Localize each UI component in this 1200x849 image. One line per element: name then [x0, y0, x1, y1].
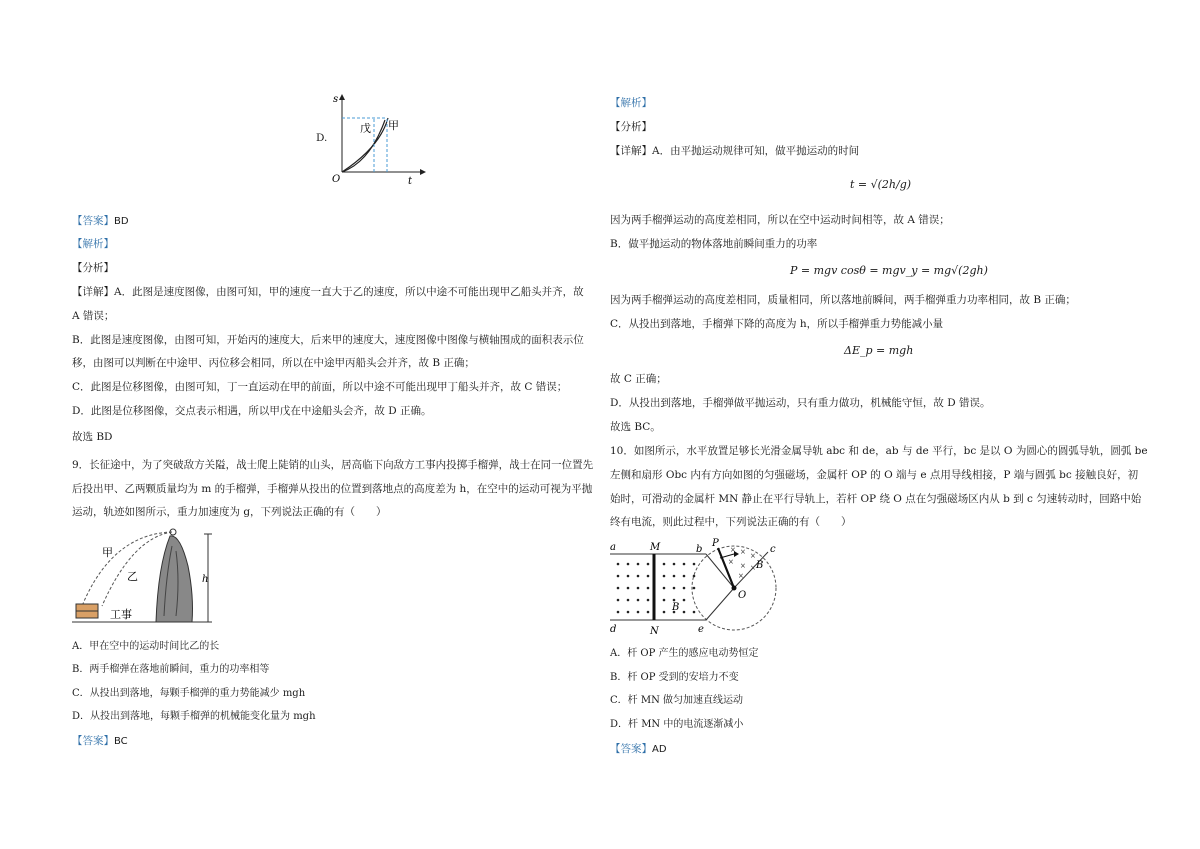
label-d: d [610, 624, 617, 635]
svg-text:×: × [728, 558, 734, 566]
q9-line-3: 运动，轨迹如图所示，重力加速度为 g，下列说法正确的有（ ） [72, 506, 387, 518]
svg-text:×: × [738, 572, 744, 580]
label-O: O [738, 590, 747, 601]
y-axis-label: s [333, 94, 339, 105]
formula-energy: ΔE_p = mgh [844, 344, 914, 357]
answer-2: 【答案】BC [72, 735, 128, 747]
line-c2: 故 C 正确； [610, 373, 667, 385]
q10-line-3: 始时，可滑动的金属杆 MN 静止在平行导轨上，若杆 OP 绕 O 点在匀强磁场区内从 b 到 c 匀速转动时，回路中始 [610, 493, 1142, 505]
q9-option-b: B．两手榴弹在落地前瞬间，重力的功率相等 [72, 664, 270, 675]
x-axis-label: t [408, 176, 413, 184]
q10-line-4: 终有电流，则此过程中，下列说法正确的有（ ） [610, 516, 852, 528]
svg-text:×: × [740, 562, 746, 570]
svg-text:×: × [750, 552, 756, 560]
detail-line-3: B．此图是速度图像，由图可知，开始丙的速度大，后来甲的速度大，速度图像中图像与横轴围成的面积表示位 [72, 334, 584, 346]
formula-time: t = √(2h/g) [850, 178, 912, 191]
analysis-tag-2: 【解析】 [610, 97, 652, 109]
q9-line-1: 9．长征途中，为了突破敌方关隘，战士爬上陡销的山头，居高临下向敌方工事内投掷手榴弹，战士在同一位置先 [72, 459, 594, 471]
svg-text:×: × [750, 564, 756, 572]
q9-label-h: h [202, 574, 209, 585]
q10-line-2: 左侧和扇形 Obc 内有方向如图的匀强磁场，金属杆 OP 的 O 端与 e 点用导线相接，P 端与圆弧 bc 接触良好，初 [610, 469, 1139, 481]
fenxi-tag-2: 【分析】 [610, 121, 652, 133]
detail-line-5: C．此图是位移图像，由图可知，丁一直运动在甲的前面，所以中途不可能出现甲丁船头并齐，故 C 错误； [72, 381, 568, 393]
formula-power: P = mgv cosθ = mgv_y = mg√(2gh) [790, 264, 988, 277]
label-b: b [696, 544, 703, 555]
label-c: c [770, 544, 776, 555]
line-b1: B．做平抛运动的物体落地前瞬间重力的功率 [610, 238, 818, 250]
option-d-label: D. [316, 132, 328, 144]
label-P: P [712, 538, 719, 549]
svg-text:×: × [730, 546, 736, 554]
q9-option-c: C．从投出到落地，每颗手榴弹的重力势能减少 mgh [72, 688, 306, 699]
curve-jia-label: 甲 [388, 119, 399, 132]
label-N: N [650, 626, 659, 637]
analysis-tag-1: 【解析】 [72, 238, 114, 250]
detail-line-4: 移，由图可以判断在中途甲、丙位移会相同，所以在中途甲丙船头会并齐，故 B 正确； [72, 357, 475, 369]
label-B-region: B [672, 602, 680, 613]
detail-line-1: 【详解】A．此图是速度图像，由图可知，甲的速度一直大于乙的速度，所以中途不可能出现甲乙船头并齐，故 [72, 286, 584, 298]
detail-line-6: D．此图是位移图像，交点表示相遇，所以甲戊在中途船头会齐，故 D 正确。 [72, 405, 432, 417]
q10-option-c: C．杆 MN 做匀加速直线运动 [610, 695, 743, 706]
label-B-sector: B [756, 560, 764, 571]
choose-line-1: 故选 BD [72, 431, 113, 443]
detail-line-2: A 错误； [72, 310, 115, 322]
origin-label: O [332, 174, 341, 184]
line-d: D．从投出到落地，手榴弹做平抛运动，只有重力做功，机械能守恒，故 D 错误。 [610, 397, 991, 409]
fenxi-tag-1: 【分析】 [72, 262, 114, 274]
q9-label-gongshi: 工事 [110, 608, 132, 621]
q10-line-1: 10．如图所示，水平放置足够长光滑金属导轨 abc 和 de，ab 与 de 平行，bc 是以 O 为圆心的圆弧导轨，圆弧 be [610, 445, 1148, 457]
svg-text:×: × [740, 548, 746, 556]
answer-3: 【答案】AD [610, 743, 667, 755]
q10-option-b: B．杆 OP 受到的安培力不变 [610, 672, 739, 683]
q9-label-jia: 甲 [102, 546, 113, 559]
q9-label-yi: 乙 [127, 570, 138, 583]
answer-1: 【答案】BD [72, 215, 129, 227]
label-a: a [610, 542, 616, 553]
q10-option-d: D．杆 MN 中的电流逐渐减小 [610, 719, 744, 730]
q10-figure [610, 538, 800, 638]
label-M: M [650, 542, 661, 553]
curve-wu-label: 戊 [360, 122, 371, 135]
line-c1: C．从投出到落地，手榴弹下降的高度为 h，所以手榴弹重力势能减小量 [610, 318, 944, 330]
q9-option-a: A．甲在空中的运动时间比乙的长 [72, 641, 220, 652]
choose-line-2: 故选 BC。 [610, 421, 661, 433]
line-b2: 因为两手榴弹运动的高度差相同，质量相同，所以落地前瞬间，两手榴弹重力功率相同，故 B 正确； [610, 294, 1076, 306]
q10-option-a: A．杆 OP 产生的感应电动势恒定 [610, 648, 759, 659]
label-e: e [698, 624, 704, 635]
detail-a-line: 【详解】A．由平抛运动规律可知，做平抛运动的时间 [610, 145, 860, 157]
q9-line-2: 后投出甲、乙两颗质量均为 m 的手榴弹，手榴弹从投出的位置到落地点的高度差为 h，在空中的运动可视为平抛 [72, 483, 593, 495]
line-a2: 因为两手榴弹运动的高度差相同，所以在空中运动时间相等，故 A 错误； [610, 214, 950, 226]
q9-figure [72, 526, 222, 626]
graph-d-figure [330, 92, 430, 184]
q9-option-d: D．从投出到落地，每颗手榴弹的机械能变化量为 mgh [72, 711, 316, 722]
